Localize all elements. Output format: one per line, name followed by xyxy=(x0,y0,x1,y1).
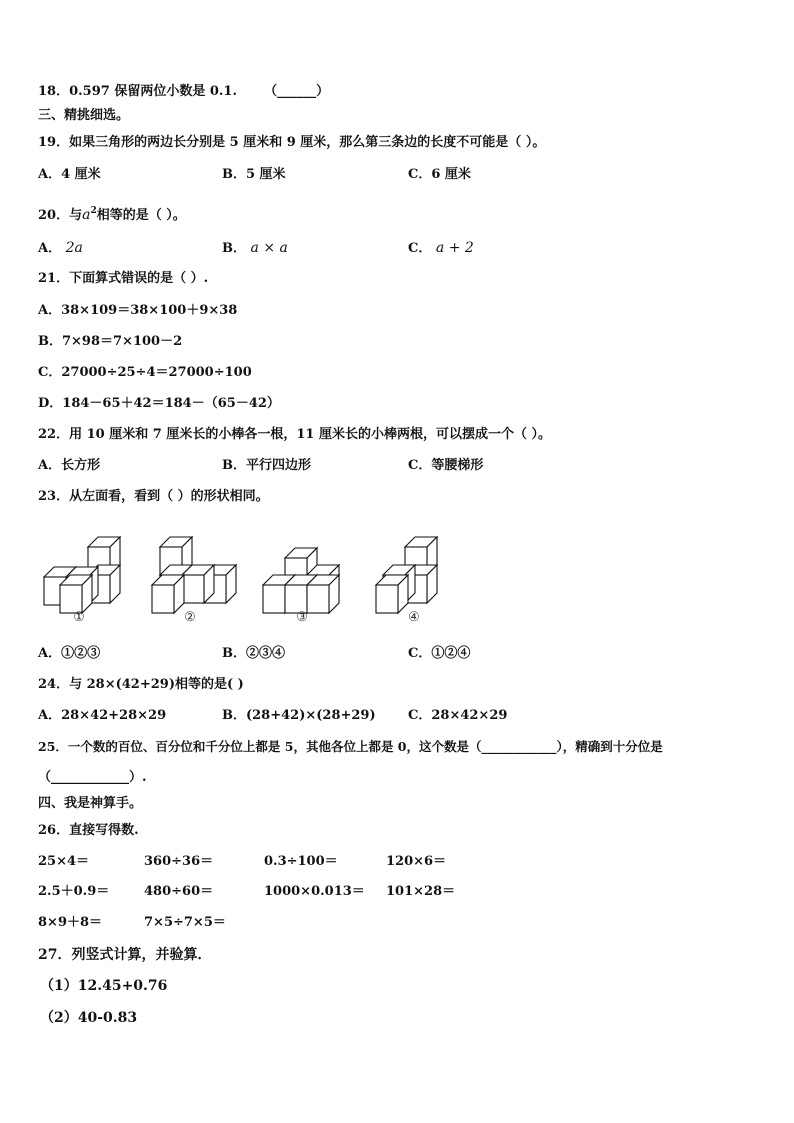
option-a[interactable]: A．4 厘米 xyxy=(38,167,101,182)
calc-item[interactable]: 480÷60＝ xyxy=(144,884,214,899)
option-expression: 2a xyxy=(65,240,83,256)
question-26 xyxy=(38,823,139,839)
question-number: 20． xyxy=(38,208,70,223)
calc-item[interactable]: 8×9＋8＝ xyxy=(38,915,103,930)
section-heading-4: 四、我是神算手。 xyxy=(38,796,143,811)
calc-item[interactable]: 0.3÷100＝ xyxy=(264,854,338,869)
option-b[interactable]: B．7×98＝7×100－2 xyxy=(38,334,183,349)
calc-item[interactable]: 25×4＝ xyxy=(38,854,90,869)
question-number: 24． xyxy=(38,677,70,692)
math-base: a xyxy=(82,207,91,223)
question-text: 0.597 保留两位小数是 0.1. xyxy=(69,84,237,99)
question-text: 列竖式计算，并验算． xyxy=(71,947,212,963)
question-number: 22． xyxy=(38,427,70,442)
figure-label-3: ③ xyxy=(296,610,308,625)
question-20 xyxy=(38,203,186,224)
option-label: A． xyxy=(38,241,62,256)
question-21 xyxy=(38,271,208,287)
figure-2 xyxy=(152,537,236,613)
calc-item[interactable]: 7×5÷7×5＝ xyxy=(144,915,226,930)
figure-1 xyxy=(44,537,120,613)
sub-question-2[interactable]: （2）40-0.83 xyxy=(40,1010,138,1026)
option-expression: a + 2 xyxy=(435,240,474,256)
question-27 xyxy=(38,947,211,963)
question-18 xyxy=(38,84,329,100)
option-label: B． xyxy=(222,241,246,256)
option-c[interactable] xyxy=(408,240,474,257)
figure-4 xyxy=(376,537,437,613)
option-c[interactable]: C．①②④ xyxy=(408,646,471,661)
option-d[interactable]: D．184－65＋42＝184－（65－42） xyxy=(38,396,280,411)
option-expression: a × a xyxy=(250,240,288,256)
section-heading-3: 三、精挑细选。 xyxy=(38,108,130,123)
option-a[interactable]: A．28×42+28×29 xyxy=(38,708,167,723)
question-text: 用 10 厘米和 7 厘米长的小棒各一根，11 厘米长的小棒两根，可以摆成一个（ ）。 xyxy=(69,427,551,442)
option-b[interactable] xyxy=(222,240,288,257)
figure-label-4: ④ xyxy=(408,610,420,625)
question-text: 下面算式错误的是（ ）. xyxy=(69,271,209,286)
option-b[interactable]: B．②③④ xyxy=(222,646,285,661)
option-b[interactable]: B．平行四边形 xyxy=(222,458,311,473)
question-number: 25． xyxy=(38,739,68,754)
option-c[interactable]: C．等腰梯形 xyxy=(408,458,484,473)
cube-figures xyxy=(0,520,794,632)
figure-3 xyxy=(263,548,339,613)
math-exponent: 2 xyxy=(90,206,97,216)
figure-label-2: ② xyxy=(184,610,196,625)
question-24 xyxy=(38,677,244,693)
calc-item[interactable]: 1000×0.013＝ xyxy=(264,884,365,899)
answer-blank[interactable]: （______） xyxy=(264,84,330,99)
option-c[interactable]: C．6 厘米 xyxy=(408,167,471,182)
calc-item[interactable]: 360÷36＝ xyxy=(144,854,214,869)
question-number: 21． xyxy=(38,271,70,286)
sub-question-1[interactable]: （1）12.45+0.76 xyxy=(40,978,168,994)
calc-item[interactable]: 2.5＋0.9＝ xyxy=(38,884,110,899)
question-text: 直接写得数. xyxy=(69,823,139,838)
question-23 xyxy=(38,489,269,505)
question-text-post: 相等的是（ ）。 xyxy=(96,208,186,223)
question-25 xyxy=(38,739,663,755)
question-number: 19． xyxy=(38,135,70,150)
question-25-continued[interactable]: （____________）. xyxy=(38,770,147,785)
calc-item[interactable]: 120×6＝ xyxy=(386,854,447,869)
question-19 xyxy=(38,135,545,151)
option-label: C． xyxy=(408,241,432,256)
option-a[interactable] xyxy=(38,240,83,257)
question-text-pre: 与 xyxy=(69,208,83,223)
option-a[interactable]: A．长方形 xyxy=(38,458,101,473)
question-text: 如果三角形的两边长分别是 5 厘米和 9 厘米，那么第三条边的长度不可能是（ ）。 xyxy=(69,135,546,150)
figure-label-1: ① xyxy=(73,610,85,625)
question-22 xyxy=(38,427,551,443)
question-number: 23． xyxy=(38,489,70,504)
question-text: 从左面看，看到（ ）的形状相同。 xyxy=(69,489,269,504)
question-number: 26． xyxy=(38,823,70,838)
option-b[interactable]: B．5 厘米 xyxy=(222,167,286,182)
option-a[interactable]: A．①②③ xyxy=(38,646,101,661)
option-c[interactable]: C．28×42×29 xyxy=(408,708,508,723)
option-b[interactable]: B．(28+42)×(28+29) xyxy=(222,708,376,723)
option-c[interactable]: C．27000÷25÷4＝27000÷100 xyxy=(38,365,252,380)
calc-item[interactable]: 101×28＝ xyxy=(386,884,456,899)
question-text[interactable]: 一个数的百位、百分位和千分位上都是 5，其他各位上都是 0，这个数是（____________），精确到十分位是 xyxy=(67,739,663,754)
question-number: 27． xyxy=(38,947,72,963)
question-text: 与 28×(42+29)相等的是( ) xyxy=(69,677,244,692)
question-number: 18． xyxy=(38,84,70,99)
option-a[interactable]: A．38×109＝38×100＋9×38 xyxy=(38,303,238,318)
